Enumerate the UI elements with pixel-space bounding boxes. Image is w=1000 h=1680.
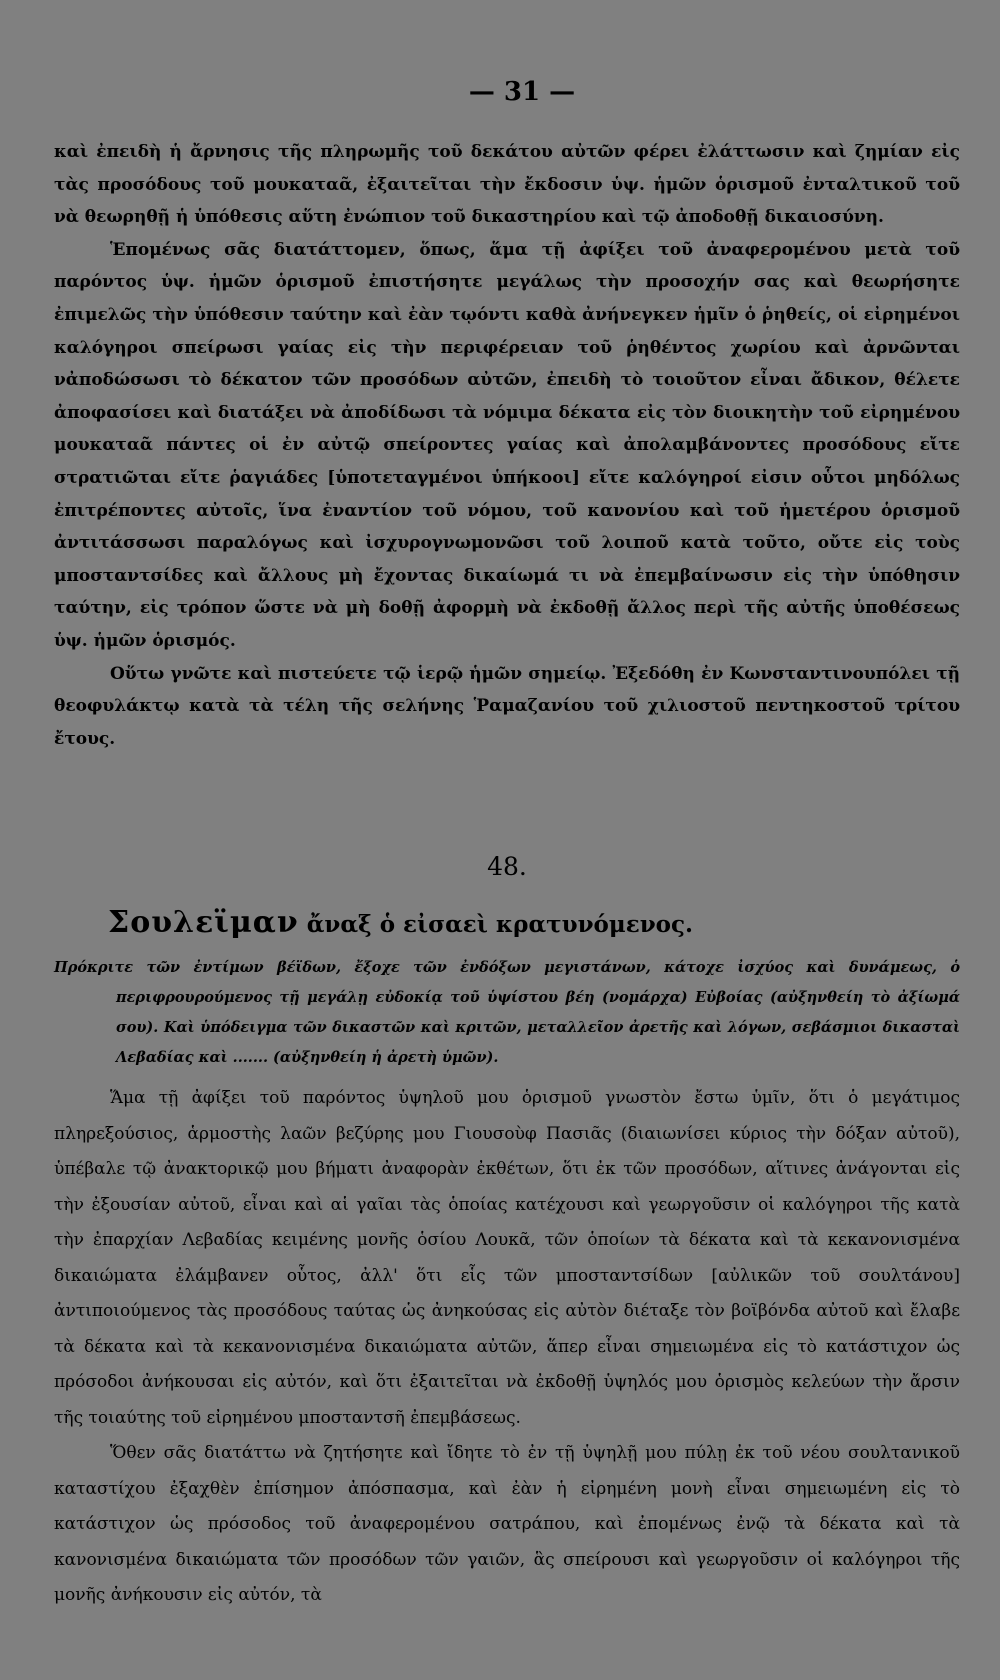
paragraph-order: Ἑπομένως σᾶς διατάττομεν, ὅπως, ἅμα τῇ ἀφίξει τοῦ ἀναφερομένου μετὰ τοῦ παρόντος ὑψ. ἡμῶν ὁρισμοῦ ἐπιστήσητε μεγάλως τὴν προσοχήν σας καὶ θεωρήσητε ἐπιμελῶς τὴν ὑπόθεσιν ταύτην καὶ ἐὰν τῳόντι καθὰ ἀνήνεγκεν ἡμῖν ὁ ῥηθείς, οἱ εἰρημένοι καλόγηροι σπείρωσι γαίας εἰς τὴν περιφέρειαν τοῦ ῥηθέντος χωρίου καὶ ἀρνῶνται νἀποδώσωσι τὸ δέκατον τῶν προσόδων αὐτῶν, ἐπειδὴ τὸ τοιοῦτον εἶναι ἄδικον, θέλετε ἀποφασίσει καὶ διατάξει νὰ ἀποδίδωσι τὰ νόμιμα δέκατα εἰς τὸν διοικητὴν τοῦ εἰρημένου μουκαταᾶ πάντες οἱ ἐν αὐτῷ σπείροντες γαίας καὶ ἀπολαμβάνοντες προσόδους εἴτε στρατιῶται εἴτε ῥαγιάδες [ὑποτεταγμένοι ὑπήκοοι] εἴτε καλόγηροί εἰσιν οὗτοι μηδόλως ἐπιτρέποντες αὐτοῖς, ἵνα ἐναντίον τοῦ νόμου, τοῦ κανονίου καὶ τοῦ ἡμετέρου ὁρισμοῦ ἀντιτάσσωσι παραλόγως καὶ ἰσχυρογνωμονῶσι τοῦ λοιποῦ κατὰ τοῦτο, οὔτε εἰς τοὺς μποσταντσίδες καὶ ἄλλους μὴ ἔχοντας δικαίωμά τι νὰ ἐπεμβαίνωσιν εἰς τὴν ὑπόθησιν ταύτην, εἰς τρόπον ὥστε νὰ μὴ δοθῇ ἀφορμὴ νὰ ἐκδοθῇ ἄλλος περὶ τῆς αὐτῆς ὑποθέσεως ὑψ. ἡμῶν ὁρισμός.: [54, 239, 960, 651]
paragraph-continuation: καὶ ἐπειδὴ ἡ ἄρνησις τῆς πληρωμῆς τοῦ δεκάτου αὐτῶν φέρει ἐλάττωσιν καὶ ζημίαν εἰς τὰς προσόδους τοῦ μουκαταᾶ, ἐξαιτεῖται τὴν ἔκδοσιν ὑψ. ἡμῶν ὁρισμοῦ ἐνταλτικοῦ τοῦ νὰ θεωρηθῇ ἡ ὑπόθεσις αὕτη ἐνώπιον τοῦ δικαστηρίου καὶ τῷ ἀποδοθῇ δικαιοσύνη.: [54, 142, 960, 228]
paragraph-closing: Οὕτω γνῶτε καὶ πιστεύετε τῷ ἱερῷ ἡμῶν σημείῳ. Ἐξεδόθη ἐν Κωνσταντινουπόλει τῇ θεοφυλάκτῳ κατὰ τὰ τέλη τῆς σελήνης Ῥαμαζανίου τοῦ χιλιοστοῦ πεντηκοστοῦ τρίτου ἔτους.: [54, 663, 960, 749]
page-number: — 31 —: [468, 77, 576, 107]
document-body: [54, 1081, 960, 1614]
body-paragraph-2: Ὅθεν σᾶς διατάττω νὰ ζητήσητε καὶ ἴδητε τὸ ἐν τῇ ὑψηλῇ μου πύλῃ ἐκ τοῦ νέου σουλτανικοῦ καταστίχου ἐξαχθὲν ἐπίσημον ἀπόσπασμα, καὶ ἐὰν ἡ εἰρημένη μονὴ εἶναι σημειωμένη εἰς τὸ κατάστιχον ὡς πρόσοδος τοῦ ἀναφερομένου σατράπου, καὶ ἐπομένως ἐνῷ τὰ δέκατα καὶ τὰ κανονισμένα δικαιώματα τῶν προσόδων τῶν γαιῶν, ἃς σπείρουσι καὶ γεωργοῦσιν οἱ καλόγηροι τῆς μονῆς ἀνήκουσιν εἰς αὐτόν, τὰ: [54, 1443, 960, 1606]
address-paragraph: Πρόκριτε τῶν ἐντίμων βέϊδων, ἔξοχε τῶν ἐνδόξων μεγιστάνων, κάτοχε ἰσχύος καὶ δυνάμεως, ὁ περιφρουρούμενος τῇ μεγάλῃ εὐδοκίᾳ τοῦ ὑψίστου βέη (νομάρχα) Εὐβοίας (αὐξηνθείη τὸ ἀξίωμά σου). Καὶ ὑπόδειγμα τῶν δικαστῶν καὶ κριτῶν, μεταλλεῖον ἀρετῆς καὶ λόγων, σεβάσμιοι δικασταὶ Λεβαδίας καὶ ....... (αὐξηνθείη ἡ ἀρετὴ ὑμῶν).: [54, 959, 960, 1067]
document-page: [54, 72, 960, 1614]
document-heading: [108, 901, 960, 947]
section-spacer: [54, 755, 960, 847]
body-paragraph-1: Ἅμα τῇ ἀφίξει τοῦ παρόντος ὑψηλοῦ μου ὁρισμοῦ γνωστὸν ἔστω ὑμῖν, ὅτι ὁ μεγάτιμος πληρεξούσιος, ἁρμοστὴς λαῶν βεζύρης μου Γιουσοὺφ Πασιᾶς (διαιωνίσει κύριος τὴν δόξαν αὐτοῦ), ὑπέβαλε τῷ ἀνακτορικῷ μου βήματι ἀναφορὰν ἐκθέτων, ὅτι ἐκ τῶν προσόδων, αἵτινες ἀνάγονται εἰς τὴν ἐξουσίαν αὐτοῦ, εἶναι καὶ αἱ γαῖαι τὰς ὁποίας κατέχουσι καὶ γεωργοῦσιν οἱ καλόγηροι τῆς κατὰ τὴν ἐπαρχίαν Λεβαδίας κειμένης μονῆς ὁσίου Λουκᾶ, τῶν ὁποίων τὰ δέκατα καὶ τὰ κεκανονισμένα δικαιώματα ἐλάμβανεν οὗτος, ἀλλ' ὅτι εἷς τῶν μποσταντσίδων [αὐλικῶν τοῦ σουλτάνου] ἀντιποιούμενος τὰς προσόδους ταύτας ὡς ἀνηκούσας εἰς αὐτὸν διέταξε τὸν βοϊβόνδα αὐτοῦ καὶ ἔλαβε τὰ δέκατα καὶ τὰ κεκανονισμένα δικαιώματα αὐτῶν, ἅπερ εἶναι σημειωμένα εἰς τὸ κατάστιχον ὡς πρόσοδοι ἀνήκουσαι εἰς αὐτόν, καὶ ὅτι ἐξαιτεῖται νὰ ἐκδοθῇ ὑψηλός μου ὁρισμὸς κελεύων τὴν ἄρσιν τῆς τοιαύτης τοῦ εἰρημένου μποσταντσῆ ἐπεμβάσεως.: [54, 1088, 960, 1428]
heading-title-rest: ἄναξ ὁ εἰσαεὶ κρατυνόμενος.: [306, 911, 694, 939]
heading-sultan-name: Σουλεϊμαν: [108, 905, 299, 941]
document-number: 48.: [487, 852, 527, 882]
